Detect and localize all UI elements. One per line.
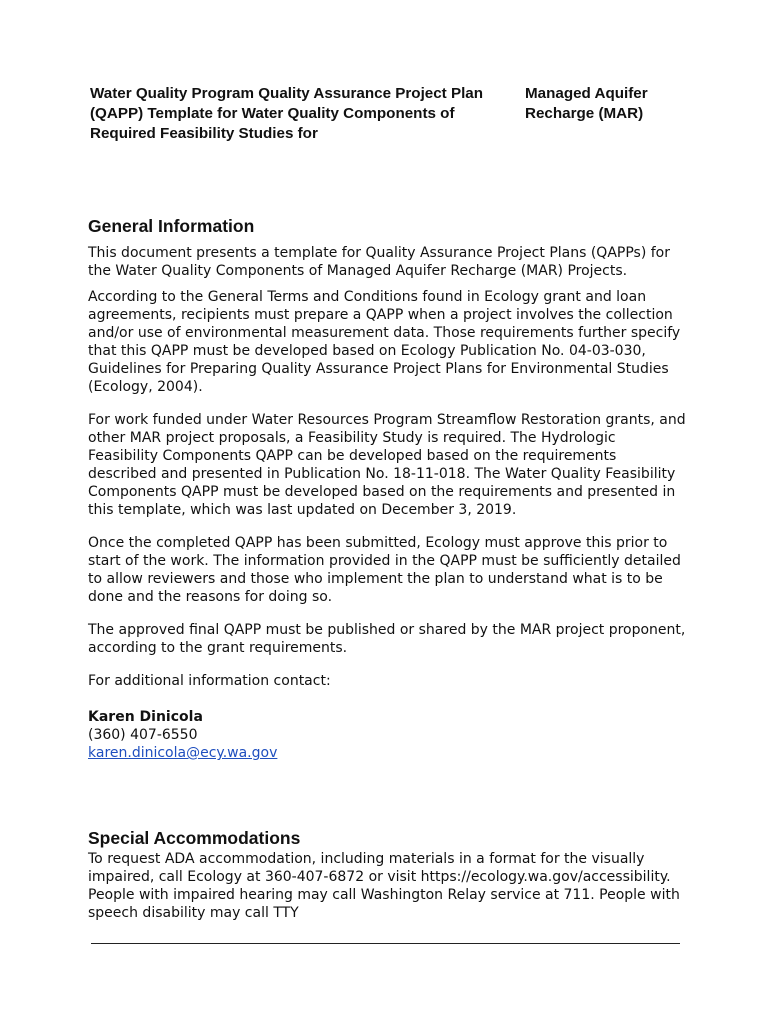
paragraph-publication: The approved final QAPP must be published or shared by the MAR project proponent, according to the grant requirements. [88, 622, 686, 656]
special-accommodations-text: To request ADA accommodation, including materials in a format for the visually impaired, call Ecology at 360-407-6872 or visit https://ecology.wa.gov/accessibility. People with impaired hearing may call Washington Relay service at 711. People with speech disability may call TTY [88, 851, 680, 921]
document-title: Water Quality Program Quality Assurance Project Plan (QAPP) Template for Water Quality Components of Required Feasibility Studies for [90, 85, 484, 142]
contact-email-link[interactable]: karen.dinicola@ecy.wa.gov [88, 745, 278, 761]
special-accommodations-heading: Special Accommodations [88, 828, 301, 848]
general-information-section [88, 214, 688, 762]
paragraph-contact-intro: For additional information contact: [88, 673, 331, 689]
special-accommodations-section [88, 826, 688, 921]
contact-name: Karen Dinicola [88, 709, 203, 725]
footer-divider [91, 943, 680, 944]
contact-block [88, 708, 688, 762]
contact-phone: (360) 407-6550 [88, 727, 198, 743]
paragraph-approval: Once the completed QAPP has been submitted, Ecology must approve this prior to start of the work. The information provided in the QAPP must be sufficiently detailed to allow reviewers and those who implement the plan to understand what is to be done and the reasons for doing so. [88, 535, 681, 605]
paragraph-intro: This document presents a template for Quality Assurance Project Plans (QAPPs) for the Water Quality Components of Managed Aquifer Recharge (MAR) Projects. [88, 245, 670, 279]
general-information-heading: General Information [88, 216, 255, 236]
paragraph-terms: According to the General Terms and Conditions found in Ecology grant and loan agreements, recipients must prepare a QAPP when a project involves the collection and/or use of environmental measurement data. Those requirements further specify that this QAPP must be developed based on Ecology Publication No. 04-03-030, Guidelines for Preparing Quality Assurance Project Plans for Environmental Studies (Ecology, 2004). [88, 289, 681, 395]
document-title-right: Managed Aquifer Recharge (MAR) [525, 85, 648, 122]
paragraph-feasibility: For work funded under Water Resources Program Streamflow Restoration grants, and other MAR project proposals, a Feasibility Study is required. The Hydrologic Feasibility Components QAPP can be developed based on the requirements described and presented in Publication No. 18-11-018. The Water Quality Feasibility Components QAPP must be developed based on the requirements and presented in this template, which was last updated on December 3, 2019. [88, 412, 686, 518]
